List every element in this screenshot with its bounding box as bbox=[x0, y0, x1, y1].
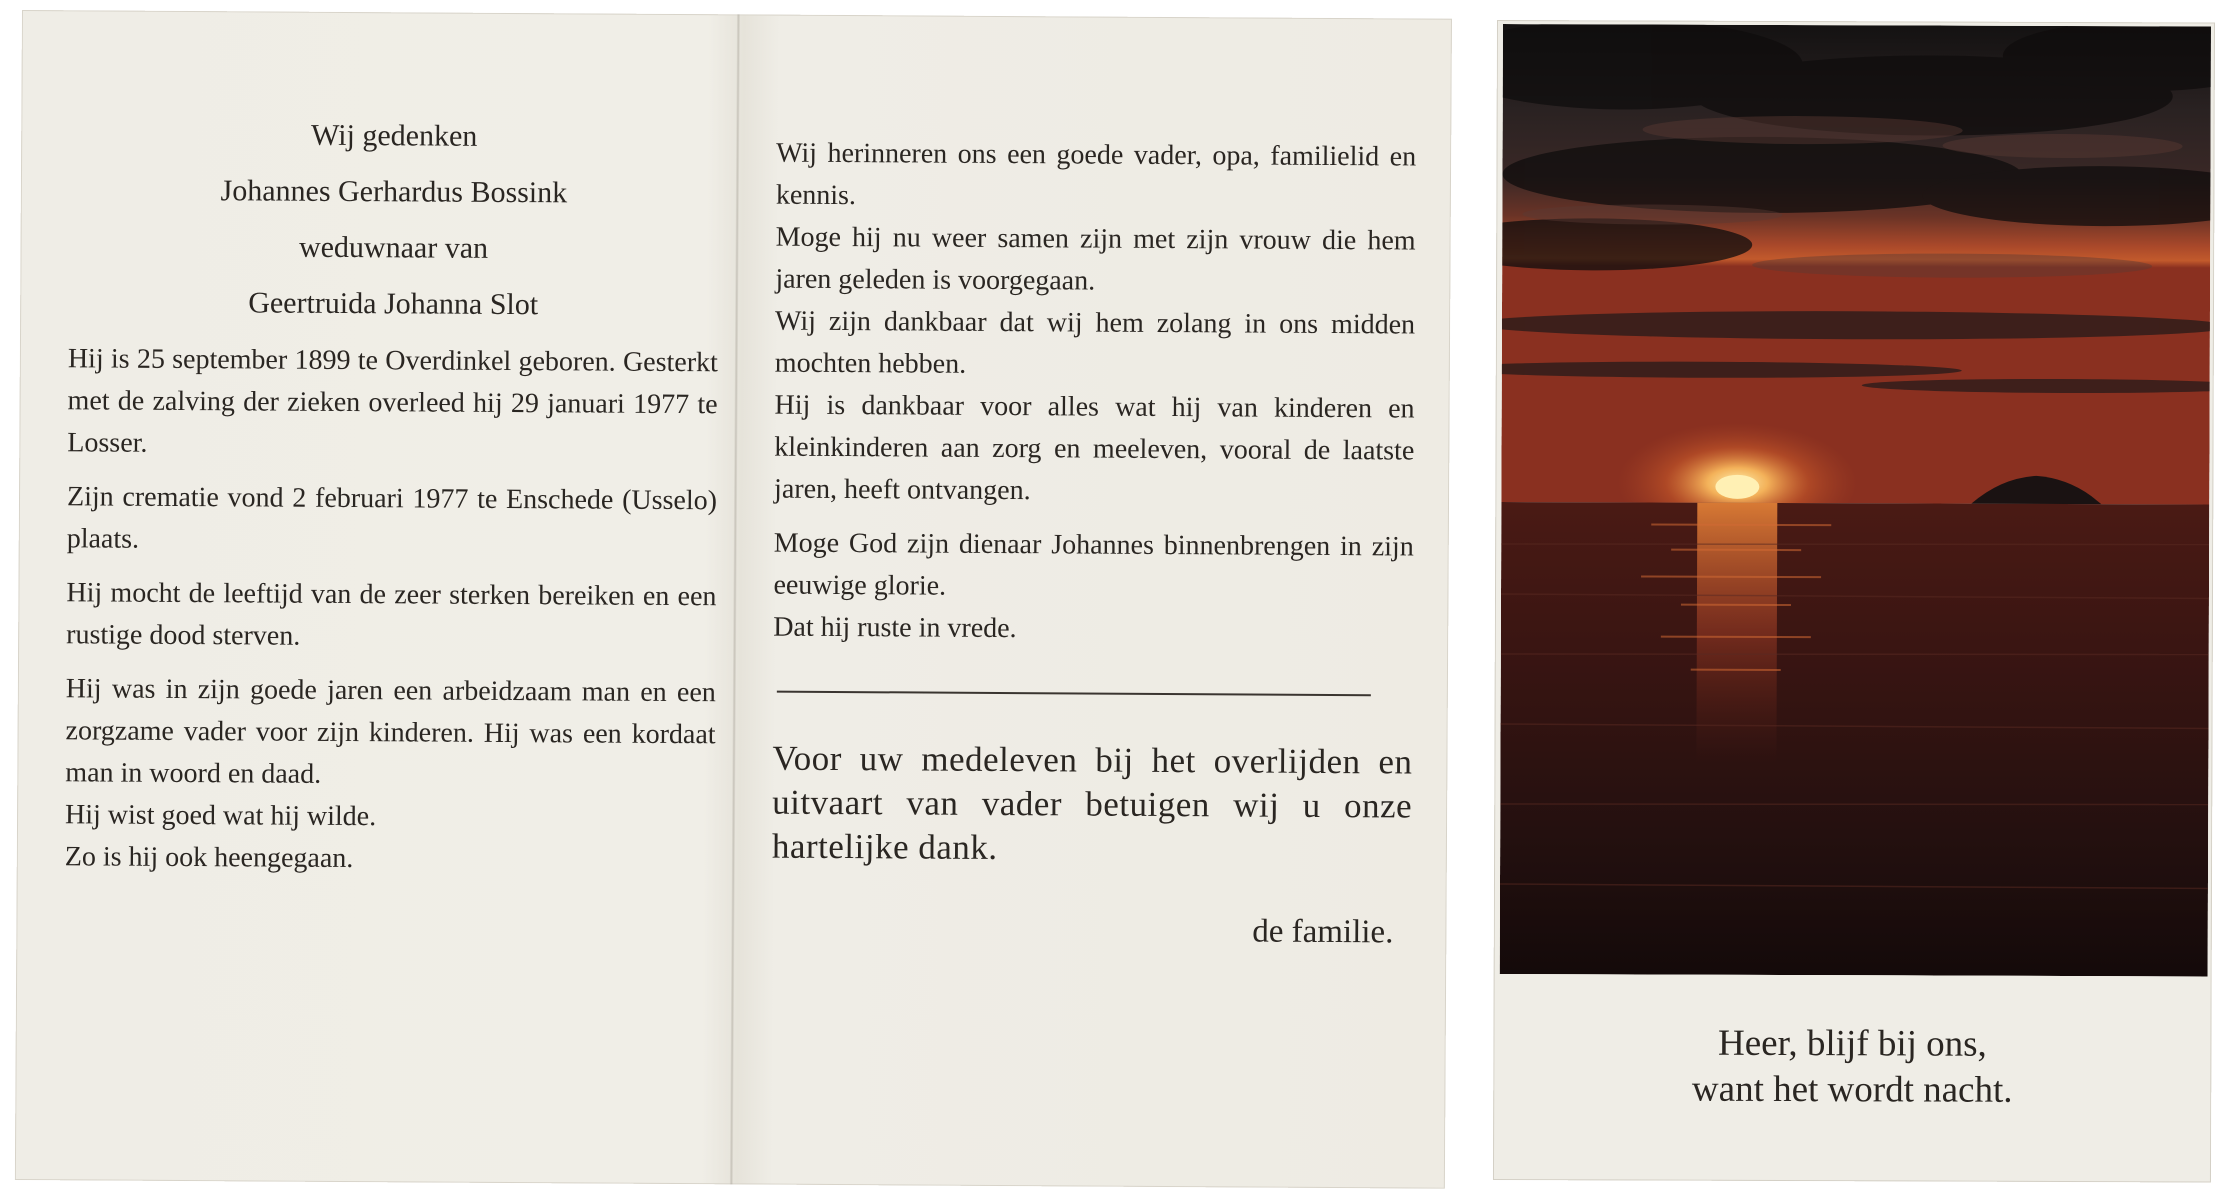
thanks-paragraph: Voor uw medeleven bij het overlijden en uitvaart van vader betuigen wij u onze hartelijke dank. bbox=[771, 738, 1413, 867]
care-paragraph: Hij is dankbaar voor alles wat hij van kinderen en kleinkinderen aan zorg en meeleven, vooral de laatste jaren, heeft ontvangen. bbox=[773, 389, 1415, 507]
remembrance-paragraph: Wij herinneren ons een goede vader, opa, familielid en kennis. bbox=[775, 137, 1417, 212]
reunion-paragraph: Moge hij nu weer samen zijn met zijn vrouw die hem jaren geleden is voorgegaan. bbox=[775, 221, 1416, 297]
birth-death-paragraph: Hij is 25 september 1899 te Overdinkel geboren. Gesterkt met de zalving der zieken overleed hij 29 januari 1977 te Losser. bbox=[67, 343, 718, 459]
caption-line: Heer, blijf bij ons, bbox=[1717, 1022, 1987, 1065]
caption-line: want het wordt nacht. bbox=[1691, 1068, 2013, 1111]
rest-in-peace-line: Dat hij ruste in vrede. bbox=[773, 611, 1017, 645]
gratitude-paragraph: Wij zijn dankbaar dat wij hem zolang in ons midden mochten hebben. bbox=[774, 305, 1416, 380]
cremation-paragraph: Zijn crematie vond 2 februari 1977 te Enschede (Usselo) plaats. bbox=[66, 481, 718, 555]
deceased-name: Johannes Gerhardus Bossink bbox=[220, 174, 568, 210]
family-signature: de familie. bbox=[1252, 913, 1394, 951]
spouse-name: Geertruida Johanna Slot bbox=[248, 286, 539, 322]
card-caption bbox=[1493, 1020, 2211, 1115]
prayer-paragraph: Moge God zijn dienaar Johannes binnenbrengen in zijn eeuwige glorie. bbox=[773, 527, 1414, 602]
character-paragraph: Hij was in zijn goede jaren een arbeidzaam man en een zorgzame vader voor zijn kinderen. Hij was een kordaat man in woord en daad. bbox=[65, 673, 716, 790]
memorial-card-inside bbox=[15, 10, 1452, 1189]
character-line: Hij wist goed wat hij wilde. bbox=[64, 799, 377, 833]
divider-line bbox=[777, 691, 1371, 697]
middle-panel bbox=[771, 15, 1417, 955]
heading-line: weduwnaar van bbox=[298, 230, 489, 265]
character-line: Zo is hij ook heengegaan. bbox=[64, 841, 354, 875]
left-panel bbox=[65, 10, 720, 882]
sunset-photo bbox=[1500, 24, 2211, 976]
heading-line: Wij gedenken bbox=[311, 118, 478, 153]
memorial-card-front bbox=[1493, 20, 2215, 1182]
card-fold-line bbox=[730, 14, 740, 1184]
age-paragraph: Hij mocht de leeftijd van de zeer sterken bereiken en een rustige dood sterven. bbox=[66, 577, 717, 652]
